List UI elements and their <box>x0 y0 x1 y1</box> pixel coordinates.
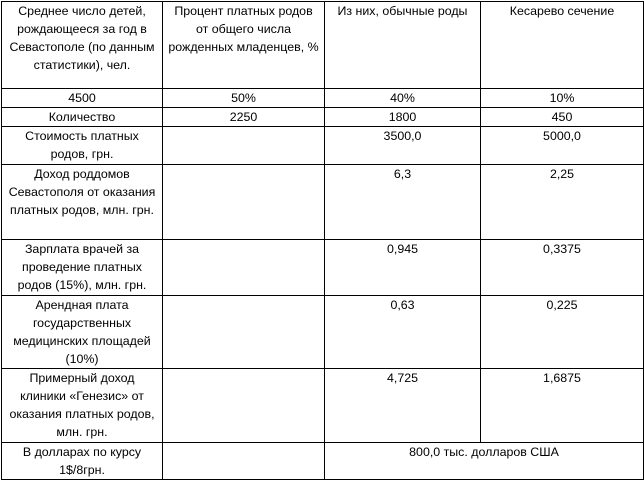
table-cell: 4500 <box>2 89 163 108</box>
table-cell: 6,3 <box>325 165 481 240</box>
table-cell: 2250 <box>163 108 325 127</box>
header-cell-children: Среднее число детей, рождающееся за год в Севастополе (по данным статистики), чел. <box>2 2 163 89</box>
table-cell: Примерный доход клиники «Генезис» от оказания платных родов, млн. грн. <box>2 369 163 443</box>
header-cell-paid-percent: Процент платных родов от общего числа рожденных младенцев, % <box>163 2 325 89</box>
header-cell-normal-births: Из них, обычные роды <box>325 2 481 89</box>
table-cell: 5000,0 <box>481 127 644 165</box>
table-row <box>2 369 644 443</box>
table-cell: 0,945 <box>325 240 481 296</box>
table-row-total <box>2 443 644 480</box>
table-cell: 4,725 <box>325 369 481 443</box>
table-row <box>2 296 644 369</box>
table-cell: 0,225 <box>481 296 644 369</box>
table-cell: В долларах по курсу 1$/8грн. <box>2 443 163 480</box>
table-cell: Стоимость платных родов, грн. <box>2 127 163 165</box>
table-row <box>2 240 644 296</box>
table-row <box>2 108 644 127</box>
table-row <box>2 127 644 165</box>
table-cell: Количество <box>2 108 163 127</box>
table-row <box>2 89 644 108</box>
table-cell: Доход роддомов Севастополя от оказания платных родов, млн. грн. <box>2 165 163 240</box>
table-cell <box>163 296 325 369</box>
header-row <box>2 2 644 89</box>
data-table <box>1 1 644 480</box>
table-cell: 450 <box>481 108 644 127</box>
table-cell: Арендная плата государственных медицинских площадей (10%) <box>2 296 163 369</box>
table-cell: 10% <box>481 89 644 108</box>
table-cell: 1800 <box>325 108 481 127</box>
table-cell: 0,3375 <box>481 240 644 296</box>
table-cell <box>163 127 325 165</box>
table-cell: Зарплата врачей за проведение платных родов (15%), млн. грн. <box>2 240 163 296</box>
table-cell: 2,25 <box>481 165 644 240</box>
table-row <box>2 165 644 240</box>
table-cell <box>163 369 325 443</box>
table-cell <box>163 165 325 240</box>
table-cell: 3500,0 <box>325 127 481 165</box>
table-cell: 0,63 <box>325 296 481 369</box>
table-cell-merged: 800,0 тыс. долларов США <box>325 443 644 480</box>
header-cell-cesarean: Кесарево сечение <box>481 2 644 89</box>
table-cell: 50% <box>163 89 325 108</box>
table-cell <box>163 240 325 296</box>
table-cell: 40% <box>325 89 481 108</box>
table-cell <box>163 443 325 480</box>
table-cell: 1,6875 <box>481 369 644 443</box>
